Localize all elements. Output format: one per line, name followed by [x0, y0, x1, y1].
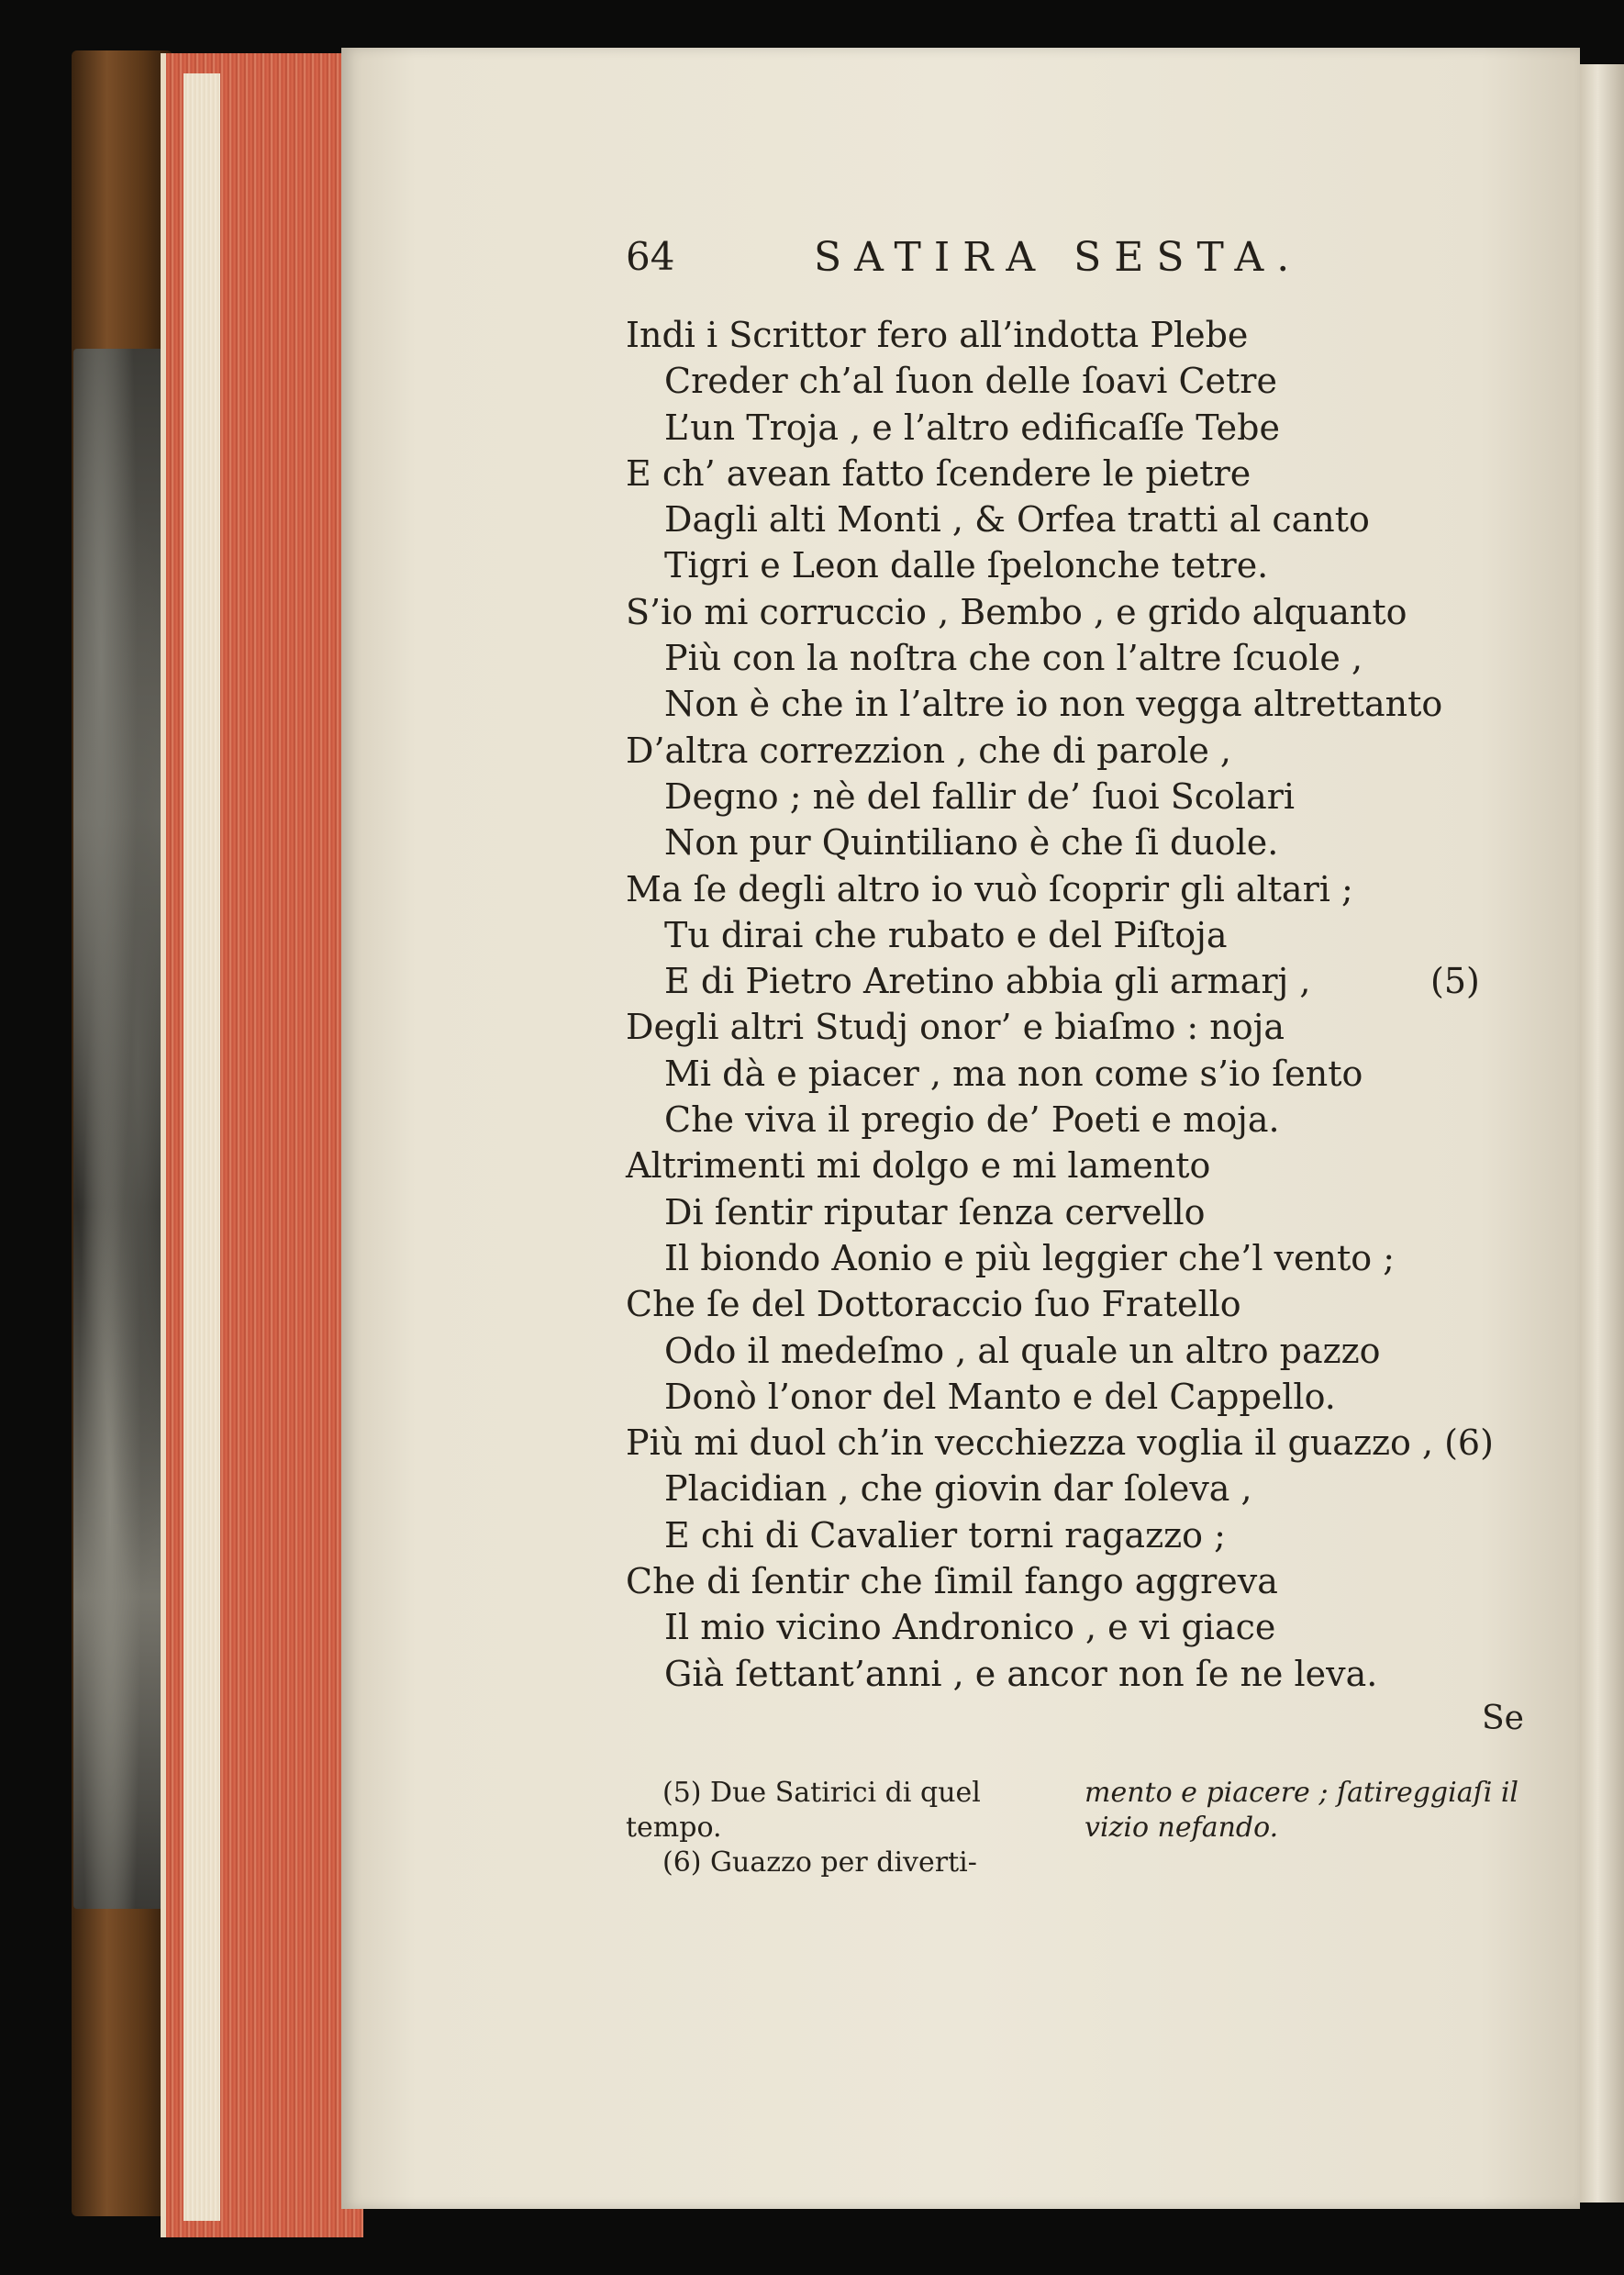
verse-text: Mi dà e piacer , ma non come s’io ſento [664, 1053, 1363, 1094]
verse-line [626, 681, 1507, 727]
facing-page-edge [1580, 64, 1624, 2203]
page-edges-inner [184, 73, 220, 2221]
verse-text: Che ſe del Dottoraccio ſuo Fratello [626, 1284, 1241, 1325]
verse-line [626, 496, 1507, 542]
verse-text: Indi i Scrittor fero all’indotta Plebe [626, 315, 1249, 355]
verse-text: Donò l’onor del Manto e del Cappello. [664, 1376, 1336, 1417]
verse-line [626, 958, 1507, 1004]
verse-text: Altrimenti mi dolgo e mi lamento [626, 1145, 1211, 1187]
verse-text: Già ſettant’anni , e ancor non ſe ne leva. [664, 1653, 1378, 1694]
verse-text: L’un Troja , e l’altro edificaſſe Tebe [664, 407, 1280, 448]
verse-line [626, 1420, 1507, 1466]
verse-text: E di Pietro Aretino abbia gli armarj , [664, 961, 1311, 1002]
verse-text: Tu dirai che rubato e del Piſtoja [664, 914, 1228, 955]
verse-line [626, 1235, 1507, 1281]
verse-line [626, 1281, 1507, 1327]
verse-line [626, 820, 1507, 865]
footnote-line: (5) Due Satirici di quel [662, 1777, 981, 1809]
verse-text: Il biondo Aonio e più leggier che’l vento ; [664, 1237, 1396, 1278]
verse-line [626, 1604, 1507, 1650]
verse-text: Creder ch’al ſuon delle ſoavi Cetre [664, 361, 1277, 402]
verse-text: Non pur Quintiliano è che ſi duole. [664, 822, 1279, 864]
verse-text: E ch’ avean fatto ſcendere le pietre [626, 452, 1251, 494]
verse-text: Odo il medeſmo , al quale un altro pazzo [664, 1330, 1381, 1371]
marbled-board [73, 349, 165, 1909]
verse-line [626, 589, 1507, 635]
verse-line [626, 312, 1507, 358]
verse-line [626, 1651, 1507, 1697]
verse-text: Placidian , che giovin dar ſoleva , [664, 1468, 1252, 1510]
verse-line [626, 1558, 1507, 1604]
verse-text: Tigri e Leon dalle ſpelonche tetre. [664, 545, 1269, 586]
verse-line [626, 1374, 1507, 1420]
footnote-line: vizio nefando. [1085, 1812, 1279, 1844]
verse-text: Degli altri Studj onor’ e biaſmo : noja [626, 1007, 1285, 1048]
verse-line [626, 1004, 1507, 1050]
verse-line [626, 866, 1507, 912]
verse-line [626, 1143, 1507, 1188]
verse-text: Di ſentir riputar ſenza cervello [664, 1191, 1206, 1232]
verse-text: Il mio vicino Andronico , e vi giace [664, 1607, 1276, 1648]
verse-text: D’altra correzzion , che di parole , [626, 730, 1231, 771]
verse-line [626, 1328, 1507, 1374]
catchword: Se [1482, 1700, 1524, 1737]
verse-line [626, 1466, 1507, 1511]
footnote-line: mento e piacere ; ſatireggiaſi il [1085, 1777, 1519, 1809]
verse-text: E chi di Cavalier torni ragazzo ; [664, 1514, 1226, 1556]
page-header [626, 234, 1369, 289]
verse-block [626, 312, 1507, 1697]
verse-text: Che di ſentir che ſimil fango aggreva [626, 1561, 1278, 1602]
verse-text: S’io mi corruccio , Bembo , e grido alquanto [626, 591, 1407, 632]
running-title: SATIRA SESTA. [814, 234, 1303, 281]
verse-line [626, 1189, 1507, 1235]
footnotes-right-column [1085, 1776, 1519, 1846]
footnote-marker: (5) [1430, 961, 1480, 1002]
verse-text: Ma ſe degli altro io vuò ſcoprir gli altari ; [626, 868, 1353, 909]
verse-text: Dagli alti Monti , & Orfea tratti al canto [664, 499, 1370, 541]
verse-line [626, 1097, 1507, 1143]
verse-line [626, 542, 1507, 588]
footnote-line: tempo. [626, 1812, 722, 1844]
verse-text: Degno ; nè del fallir de’ ſuoi Scolari [664, 775, 1296, 817]
verse-line [626, 635, 1507, 681]
verse-line [626, 1512, 1507, 1558]
footnote-line: (6) Guazzo per diverti- [662, 1846, 977, 1879]
page-number: 64 [626, 234, 675, 279]
verse-text: Che viva il pregio de’ Poeti e moja. [664, 1099, 1280, 1141]
verse-line [626, 728, 1507, 774]
verse-line [626, 1051, 1507, 1097]
verse-line [626, 774, 1507, 820]
footnotes-left-column [626, 1776, 1057, 1880]
verse-text: Più mi duol ch’in vecchiezza voglia il guazzo , (6) [626, 1422, 1494, 1464]
verse-line [626, 405, 1507, 451]
verse-line [626, 912, 1507, 958]
verse-line [626, 451, 1507, 496]
verse-text: Non è che in l’altre io non vegga altrettanto [664, 684, 1443, 725]
verse-line [626, 358, 1507, 404]
verse-text: Più con la noſtra che con l’altre ſcuole , [664, 638, 1363, 679]
